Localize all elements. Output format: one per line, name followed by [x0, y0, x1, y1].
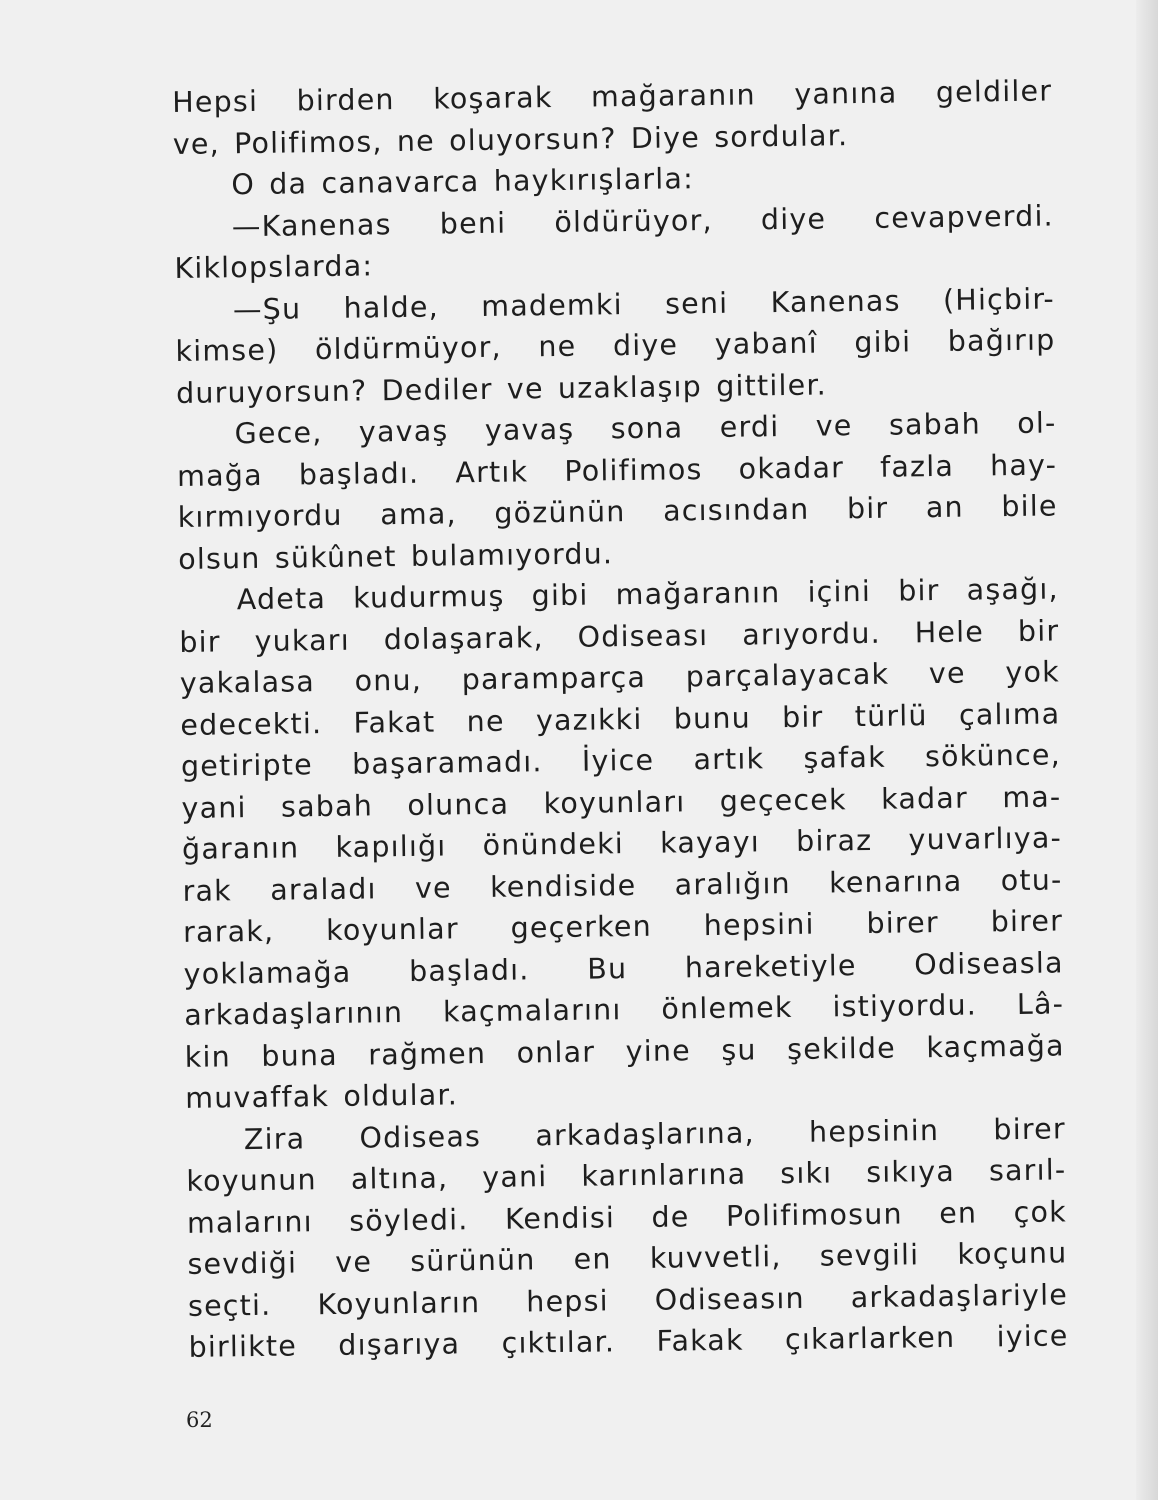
page-text	[172, 70, 1069, 1368]
text-line: yani sabah olunca koyunları geçecek kadar ma-	[181, 779, 1062, 825]
text-line: mağa başladı. Artık Polifimos okadar fazla hay-	[176, 447, 1058, 493]
text-line: seçti. Koyunların hepsi Odiseasın arkadaşlariyle	[187, 1277, 1069, 1323]
text-line: O da canavarca haykırışlarla:	[231, 162, 695, 202]
page-edge-shadow	[1136, 0, 1158, 1500]
text-line: yakalasa onu, paramparça parçalayacak ve yok	[179, 655, 1061, 700]
text-line: —Şu halde, mademki seni Kanenas (Hiçbir-	[232, 281, 1056, 326]
text-line: malarını söyledi. Kendisi de Polifimosun en çok	[186, 1194, 1068, 1240]
text-line: ve, Polifimos, ne oluyorsun? Diye sordular.	[172, 118, 849, 161]
text-line: rarak, koyunlar geçerken hepsini birer birer	[182, 904, 1064, 949]
text-line: olsun sükûnet bulamıyordu.	[178, 536, 614, 576]
text-line: —Kanenas beni öldürüyor, diye cevapverdi.	[231, 198, 1055, 243]
text-line: Adeta kudurmuş gibi mağaranın içini bir aşağı,	[236, 572, 1059, 617]
text-line: yoklamağa başladı. Bu hareketiyle Odiseasla	[183, 945, 1064, 991]
text-line: getiripte başaramadı. İyice artık şafak sökünce,	[180, 738, 1062, 783]
text-line: Kiklopslarda:	[174, 249, 374, 285]
text-line: arkadaşlarının kaçmalarını önlemek istiyordu. Lâ-	[184, 987, 1065, 1032]
text-line: bir yukarı dolaşarak, Odiseası arıyordu. Hele bir	[179, 613, 1060, 659]
text-line: kimse) öldürmüyor, ne diye yabanî gibi bağırıp	[175, 323, 1056, 368]
text-line: kırmıyordu ama, gözünün acısından bir an bile	[177, 489, 1058, 534]
page-number: 62	[186, 1408, 213, 1432]
text-line: koyunun altına, yani karınlarına sıkı sıkıya sarıl-	[186, 1153, 1067, 1198]
text-line: Hepsi birden koşarak mağaranın yanına geldiler	[172, 74, 1053, 119]
text-line: Gece, yavaş yavaş sona erdi ve sabah ol-	[234, 406, 1057, 451]
text-line: kin buna rağmen onlar yine şu şekilde kaçmağa	[184, 1028, 1065, 1074]
text-line: edecekti. Fakat ne yazıkki bunu bir türlü çalıma	[180, 696, 1061, 742]
text-line: muvaffak oldular.	[185, 1078, 459, 1115]
text-line: ğaranın kapılığı önündeki kayayı biraz yuvarlıya-	[181, 821, 1063, 866]
text-line: sevdiği ve sürünün en kuvvetli, sevgili koçunu	[187, 1236, 1068, 1281]
text-line: rak araladı ve kendiside aralığın kenarına otu-	[182, 862, 1063, 908]
text-line: Zira Odiseas arkadaşlarına, hepsinin birer	[243, 1111, 1066, 1156]
text-line: duruyorsun? Dediler ve uzaklaşıp gittiler.	[175, 367, 828, 410]
text-line: birlikte dışarıya çıktılar. Fakak çıkarlarken iyice	[188, 1319, 1069, 1364]
